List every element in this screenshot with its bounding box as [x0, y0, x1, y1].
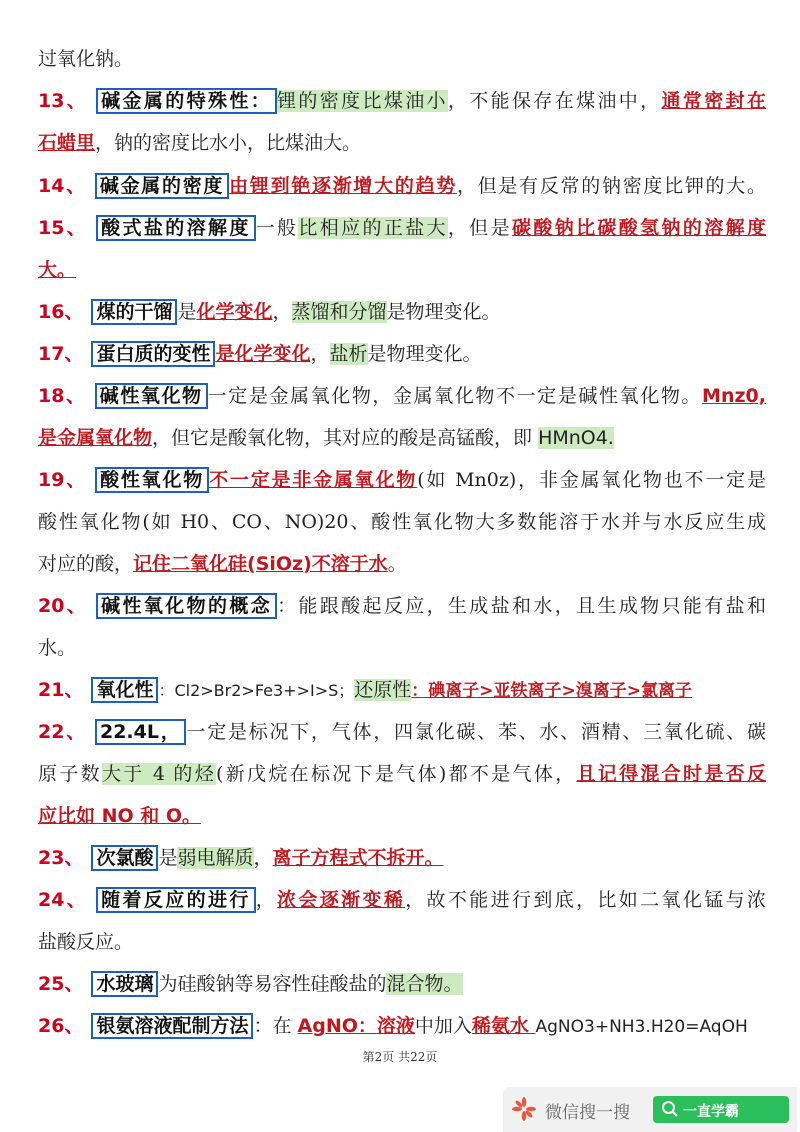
- highlight: 混合物。: [386, 973, 463, 995]
- item-13-cont: 石蜡里，钠的密度比水小，比煤油大。: [38, 132, 362, 154]
- keyword-box: 蛋白质的变性: [91, 341, 215, 367]
- highlight: 比相应的正盐大: [298, 217, 448, 239]
- keyword-box: 酸性氧化物: [95, 467, 209, 493]
- watermark-text: 微信搜一搜: [545, 1103, 630, 1123]
- item-18-cont: 是金属氧化物，但它是酸氧化物，其对应的酸是高锰酸，即 HMnO4.: [38, 427, 614, 449]
- keyword-box: 随着反应的进行: [96, 887, 256, 913]
- keyword-box: 酸式盐的溶解度: [96, 215, 256, 241]
- item-16: 16、 煤的干馏 是化学变化，蒸馏和分馏是物理变化。: [38, 301, 501, 323]
- keyword-box: 银氨溶液配制方法: [91, 1013, 253, 1039]
- red-emphasis: 是化学变化: [215, 343, 311, 365]
- item-18: 18、 碱性氧化物 一定是金属氧化物，金属氧化物不一定是碱性氧化物。Mnz0,: [38, 385, 766, 407]
- item-15-cont: [38, 255, 766, 285]
- item-21: 21、 氧化性 ：Cl2>Br2>Fe3+>I>S；还原性：碘离子>亚铁离子>溴离子>氯离子: [38, 679, 693, 701]
- item-number: 17、: [38, 343, 84, 365]
- item-number: 21、: [38, 679, 84, 701]
- item-19-cont2: 对应的酸，记住二氧化硅(SiOz)不溶于水。: [38, 553, 407, 575]
- highlight: 盐析: [329, 343, 368, 365]
- item-22-cont2: [38, 801, 766, 831]
- keyword-box: 水玻璃: [91, 971, 158, 997]
- item-number: 26、: [38, 1015, 84, 1037]
- item-19: 19、 酸性氧化物 不一定是非金属氧化物(如 Mn0z)，非金属氧化物也不一定是: [38, 469, 766, 491]
- item-number: 18、: [38, 385, 87, 407]
- item-number: 24、: [38, 889, 89, 911]
- wechat-search-watermark: [503, 1087, 797, 1132]
- red-emphasis: ：碘离子>亚铁离子>溴离子>氯离子: [411, 681, 693, 701]
- search-button-label: 一直学霸: [683, 1104, 739, 1120]
- red-emphasis: 且记得混合时是否反: [576, 763, 766, 785]
- red-emphasis: 不一定是非金属氧化物: [209, 469, 418, 491]
- highlight: 还原性: [354, 679, 412, 701]
- item-number: 22、: [38, 721, 87, 743]
- item-number: 15、: [38, 217, 89, 239]
- keyword-box: 碱性氧化物的概念: [96, 593, 277, 619]
- page-footer: 第2页 共22页: [362, 1050, 438, 1064]
- item-number: 16、: [38, 301, 84, 323]
- red-emphasis: 通常密封在: [661, 90, 766, 112]
- item-26: 26、 银氨溶液配制方法 ：在 AgNO：溶液中加入稀氨水 AgNO3+NH3.H20=AqOH: [38, 1015, 748, 1037]
- text-line: 过氧化钠。: [38, 48, 134, 70]
- keyword-box: 22.4L，: [95, 719, 187, 745]
- red-emphasis: AgNO：溶液: [297, 1015, 415, 1037]
- red-emphasis: 碳酸钠比碳酸氢钠的溶解度: [512, 217, 766, 239]
- highlight: 锂的密度比煤油小: [277, 90, 448, 112]
- red-emphasis: 化学变化: [196, 301, 273, 323]
- red-emphasis: 是金属氧化物: [38, 427, 153, 449]
- item-24-cont: 盐酸反应。: [38, 931, 134, 953]
- item-24: 24、 随着反应的进行 ，浓会逐渐变稀，故不能进行到底，比如二氧化锰与浓: [38, 889, 766, 911]
- highlight: 弱电解质: [177, 847, 254, 869]
- red-emphasis: 稀氨水: [471, 1015, 536, 1037]
- keyword-box: 碱金属的密度: [95, 173, 229, 199]
- red-emphasis: 记住二氧化硅(SiOz)不溶于水: [133, 553, 388, 575]
- item-19-cont: 酸性氧化物(如 H0、CO、NO)20、酸性氧化物大多数能溶于水并与水反应生成: [38, 511, 766, 533]
- keyword-box: 碱性氧化物: [95, 383, 208, 409]
- flower-icon: [511, 1096, 537, 1122]
- red-emphasis: 大。: [38, 259, 77, 281]
- red-emphasis: 由锂到铯逐渐增大的趋势: [229, 175, 457, 197]
- item-number: 13、: [38, 90, 89, 112]
- red-emphasis: 应比如 NO 和 O。: [38, 805, 202, 827]
- keyword-box: 煤的干馏: [91, 299, 177, 325]
- red-emphasis: 浓会逐渐变稀: [277, 889, 406, 911]
- item-number: 25、: [38, 973, 84, 995]
- red-emphasis: Mnz0,: [702, 385, 766, 407]
- item-14: 14、 碱金属的密度 由锂到铯逐渐增大的趋势，但是有反常的钠密度比钾的大。: [38, 175, 766, 197]
- item-23: 23、 次氯酸 是弱电解质，离子方程式不拆开。: [38, 847, 444, 869]
- item-20: 20、 碱性氧化物的概念 ：能跟酸起反应，生成盐和水，且生成物只能有盐和: [38, 595, 766, 617]
- item-number: 19、: [38, 469, 88, 491]
- highlight: 大于 4 的烃: [101, 763, 217, 785]
- item-number: 23、: [38, 847, 84, 869]
- item-number: 14、: [38, 175, 87, 197]
- keyword-box: 次氯酸: [91, 845, 158, 871]
- red-emphasis: 离子方程式不拆开。: [272, 847, 444, 869]
- red-emphasis: 石蜡里: [38, 132, 96, 154]
- item-15: 15、 酸式盐的溶解度 一般比相应的正盐大，但是碳酸钠比碳酸氢钠的溶解度: [38, 217, 766, 239]
- item-number: 20、: [38, 595, 89, 617]
- item-22-cont: 原子数大于 4 的烃(新戊烷在标况下是气体)都不是气体，且记得混合时是否反: [38, 763, 766, 785]
- highlight: 蒸馏和分馏: [291, 301, 387, 323]
- search-icon: [661, 1100, 679, 1118]
- keyword-box: 碱金属的特殊性：: [96, 88, 277, 114]
- item-17: 17、 蛋白质的变性 是化学变化，盐析是物理变化。: [38, 343, 482, 365]
- highlight: HMnO4.: [538, 427, 614, 449]
- search-button[interactable]: [653, 1096, 789, 1123]
- keyword-box: 氧化性: [91, 677, 158, 703]
- item-13: 13、 碱金属的特殊性： 锂的密度比煤油小，不能保存在煤油中，通常密封在: [38, 90, 766, 112]
- item-22: 22、 22.4L， 一定是标况下，气体，四氯化碳、苯、水、酒精、三氧化硫、碳: [38, 721, 766, 743]
- item-20-cont: 水。: [38, 637, 77, 659]
- item-25: 25、 水玻璃 为硅酸钠等易容性硅酸盐的混合物。: [38, 973, 463, 995]
